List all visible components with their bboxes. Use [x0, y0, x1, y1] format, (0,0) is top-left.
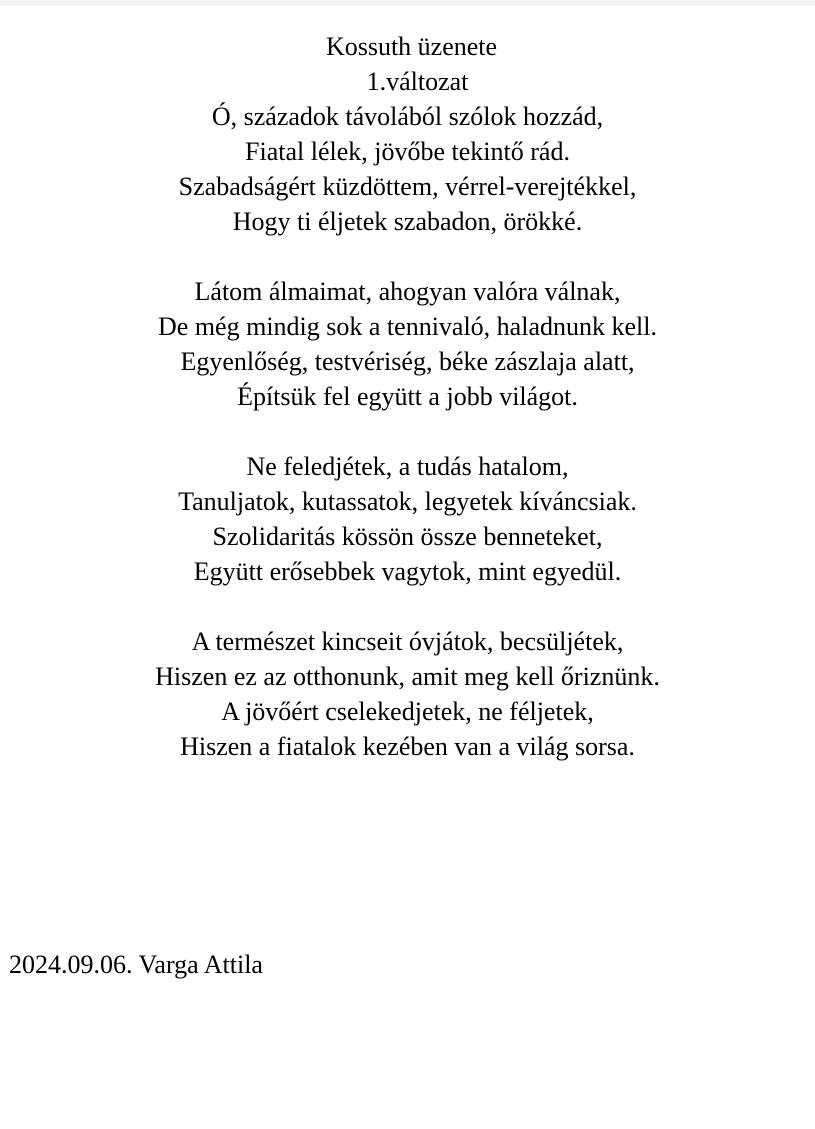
poem-line: Ne feledjétek, a tudás hatalom, [246, 452, 569, 481]
poem-line: Szabadságért küzdöttem, vérrel-verejtékkel, [178, 172, 637, 201]
poem-line: Ó, századok távolából szólok hozzád, [211, 102, 604, 131]
top-edge-bar [0, 0, 815, 6]
stanza-4 [0, 624, 815, 764]
poem-line: A természet kincseit óvjátok, becsüljétek, [191, 627, 624, 656]
stanza-1 [0, 99, 815, 239]
poem-line: Hogy ti éljetek szabadon, örökké. [232, 207, 583, 236]
poem-line: Hiszen a fiatalok kezében van a világ sorsa. [180, 732, 635, 761]
poem-line: Látom álmaimat, ahogyan valóra válnak, [194, 277, 621, 306]
date-and-author-signature: 2024.09.06. Varga Attila [9, 950, 263, 979]
stanza-3 [0, 449, 815, 589]
poem-line: De még mindig sok a tennivaló, haladnunk kell. [158, 312, 657, 341]
poem-line: Építsük fel együtt a jobb világot. [237, 382, 578, 411]
poem-line: Fiatal lélek, jövőbe tekintő rád. [245, 137, 570, 166]
poem-line: A jövőért cselekedjetek, ne féljetek, [221, 697, 594, 726]
poem-line: Együtt erősebbek vagytok, mint egyedül. [193, 557, 622, 586]
stanza-2 [0, 274, 815, 414]
poem-line: Egyenlőség, testvériség, béke zászlaja alatt, [180, 347, 635, 376]
poem [0, 29, 815, 764]
poem-subtitle: 1.változat [366, 67, 469, 96]
poem-line: Szolidaritás kössön össze benneteket, [212, 522, 603, 551]
poem-line: Hiszen ez az otthonunk, amit meg kell őriznünk. [155, 662, 660, 691]
poem-line: Tanuljatok, kutassatok, legyetek kíváncsiak. [178, 487, 637, 516]
poem-title: Kossuth üzenete [325, 32, 498, 61]
